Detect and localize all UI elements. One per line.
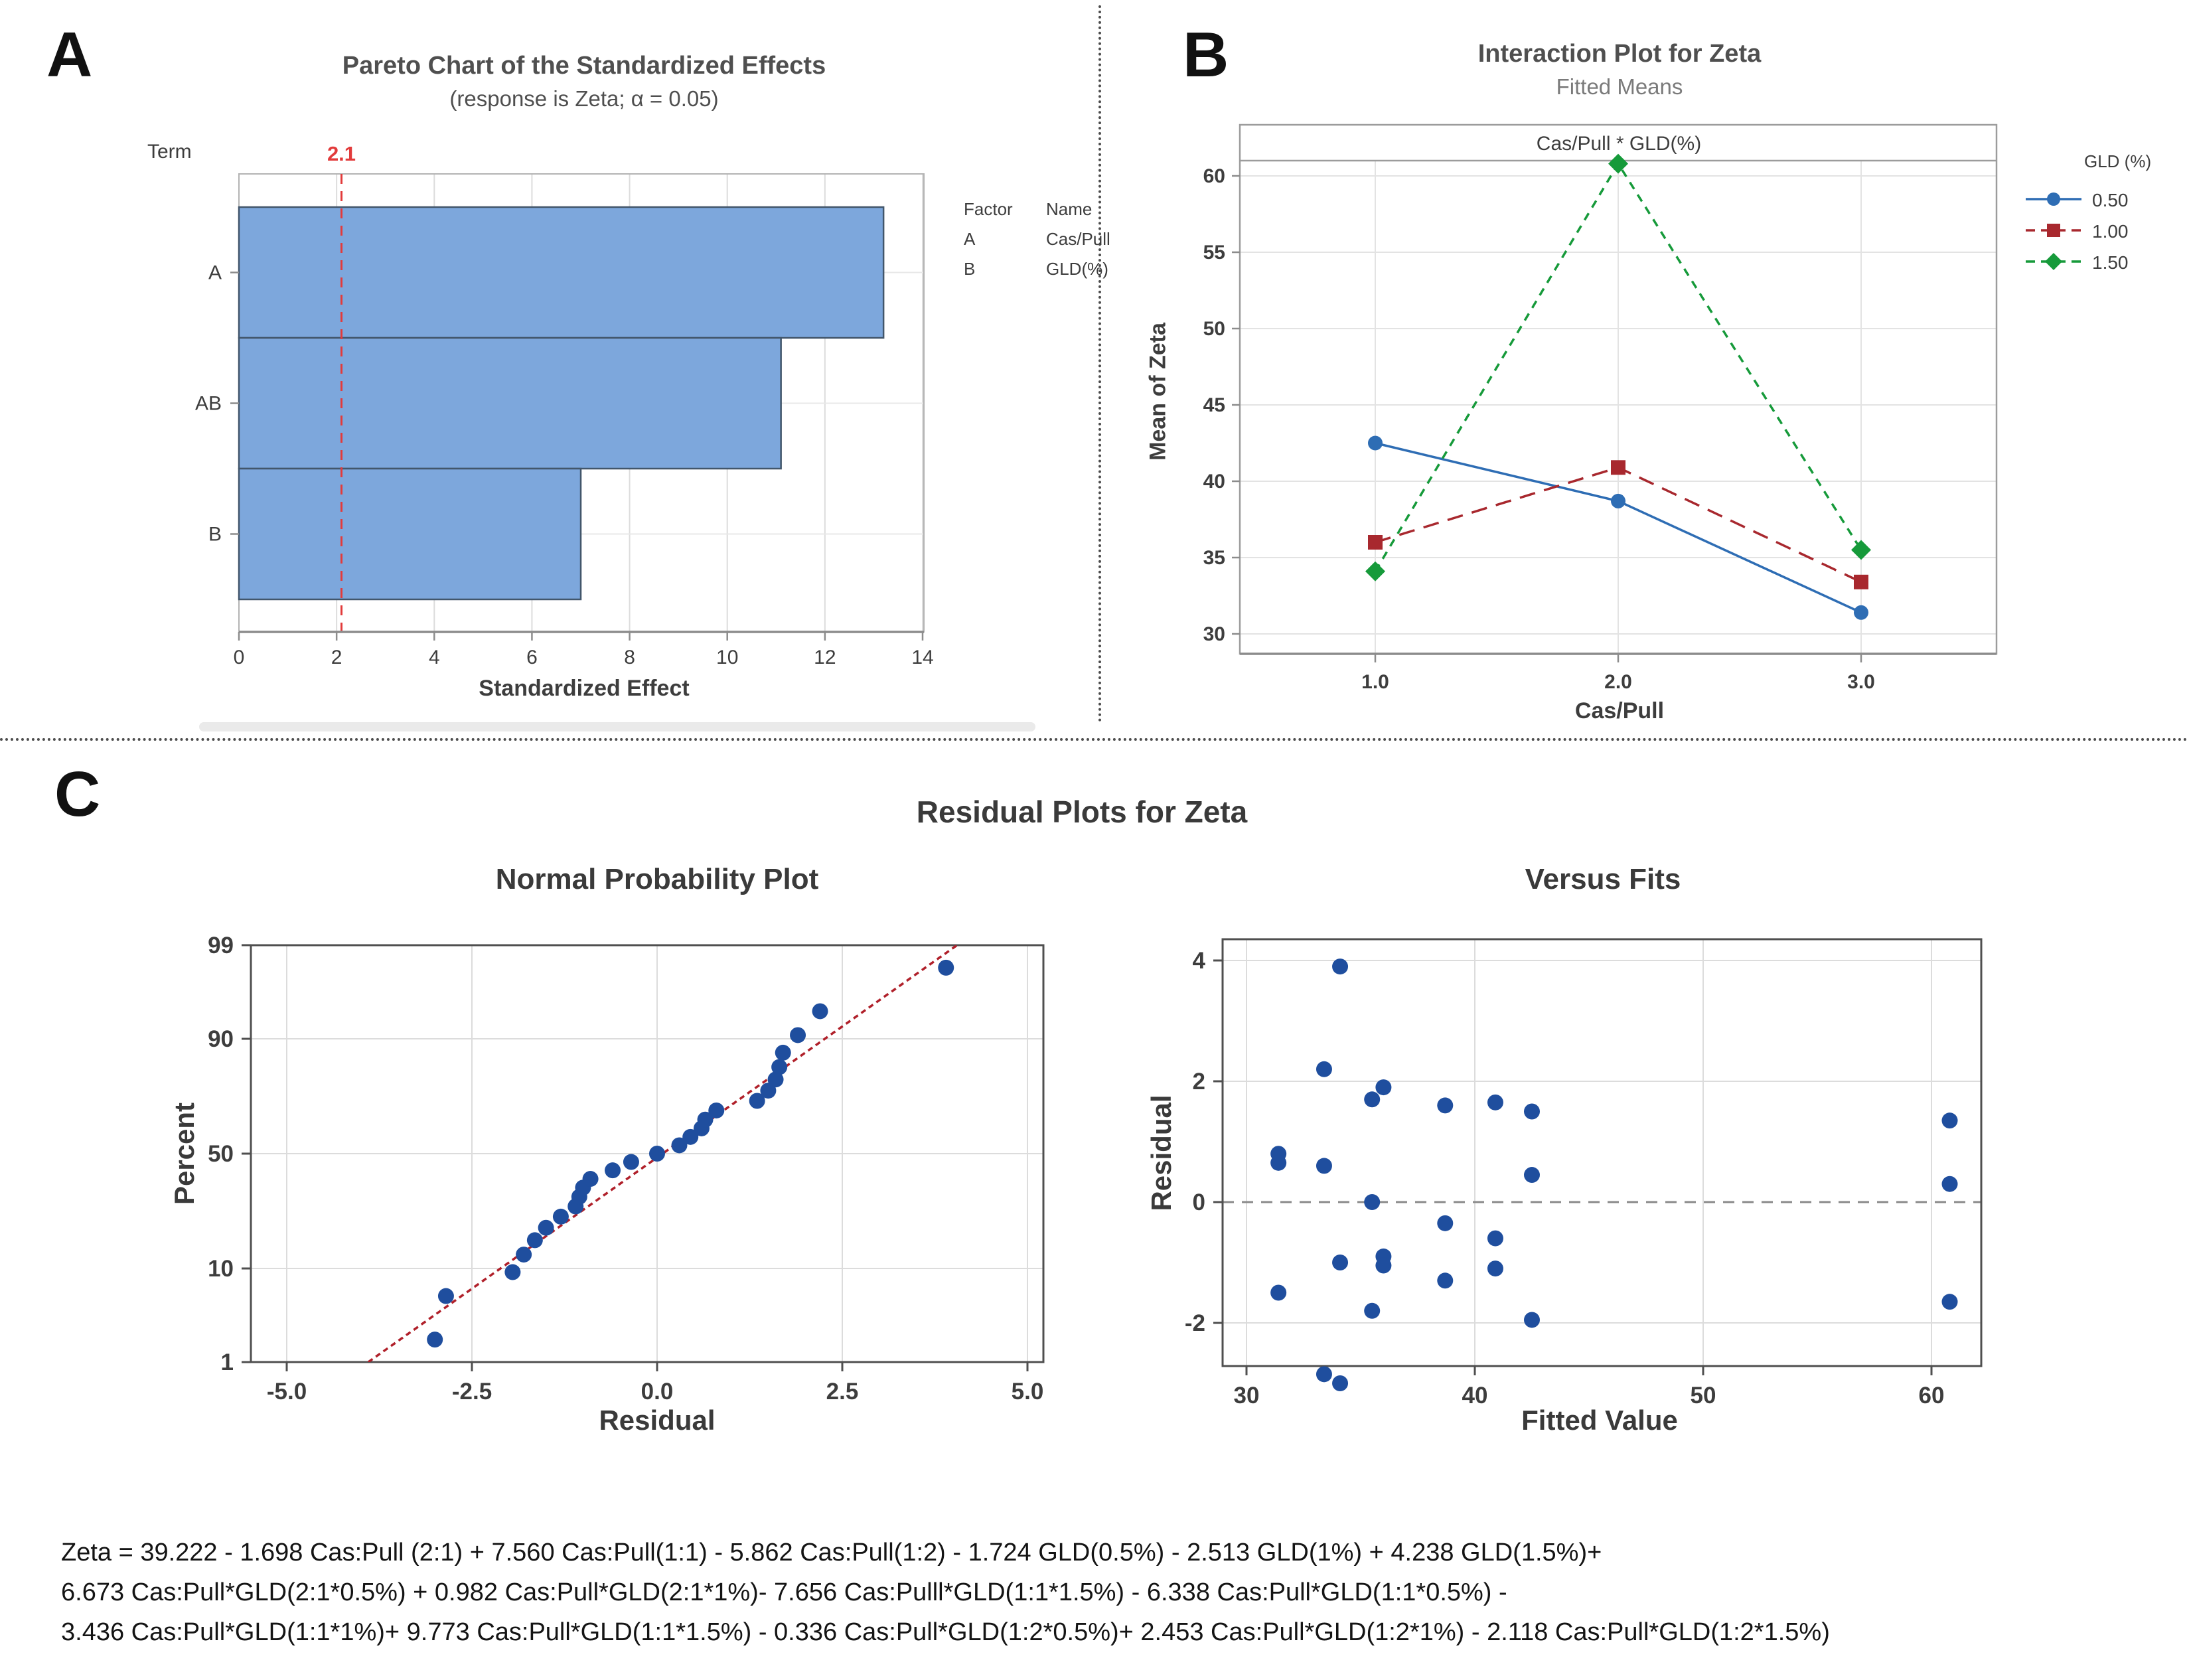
interaction-panel-header: Cas/Pull * GLD(%) bbox=[1536, 133, 1702, 155]
legend-header-name: Name bbox=[1046, 199, 1093, 219]
svg-text:50: 50 bbox=[1203, 318, 1225, 340]
vertical-dotted-divider bbox=[1098, 5, 1101, 722]
svg-text:40: 40 bbox=[1203, 471, 1225, 493]
versus-fits-chart bbox=[1185, 939, 1981, 1409]
interaction-x-axis-label: Cas/Pull bbox=[1574, 698, 1665, 724]
equation-line-3: 3.436 Cas:Pull*GLD(1:1*1%)+ 9.773 Cas:Pull*GLD(1:1*1.5%) - 0.336 Cas:Pull*GLD(1:2*0.5%)+ 2.453 Cas:Pull*GLD(1:2*1%) - 2.118 Cas:Pull*GLD(1:2*1.5%) bbox=[61, 1618, 1830, 1646]
svg-text:8: 8 bbox=[624, 647, 635, 668]
pareto-subtitle: (response is Zeta; α = 0.05) bbox=[449, 86, 719, 111]
svg-text:B: B bbox=[208, 523, 222, 546]
svg-text:10: 10 bbox=[208, 1256, 234, 1282]
svg-text:-2.5: -2.5 bbox=[451, 1379, 492, 1405]
svg-text:2.0: 2.0 bbox=[1604, 671, 1632, 693]
svg-text:30: 30 bbox=[1233, 1383, 1260, 1409]
legend-entry-gld-050: 0.50 bbox=[2092, 190, 2129, 210]
svg-text:40: 40 bbox=[1462, 1383, 1488, 1409]
residual-plots-title: Residual Plots for Zeta bbox=[916, 795, 1248, 829]
svg-text:35: 35 bbox=[1203, 547, 1225, 569]
svg-text:1.0: 1.0 bbox=[1361, 671, 1389, 693]
legend-factor-b: B bbox=[964, 259, 976, 279]
legend-header-factor: Factor bbox=[964, 199, 1013, 219]
regression-equation bbox=[61, 1539, 1830, 1647]
svg-text:60: 60 bbox=[1918, 1383, 1945, 1409]
svg-text:3.0: 3.0 bbox=[1847, 671, 1875, 693]
interaction-y-axis-label: Mean of Zeta bbox=[1145, 323, 1171, 461]
npp-y-axis-label: Percent bbox=[169, 1102, 200, 1205]
svg-text:50: 50 bbox=[208, 1141, 234, 1167]
svg-text:50: 50 bbox=[1690, 1383, 1716, 1409]
svg-text:0.0: 0.0 bbox=[641, 1379, 674, 1405]
svg-text:A: A bbox=[208, 262, 222, 284]
svg-text:5.0: 5.0 bbox=[1011, 1379, 1044, 1405]
svg-text:-2: -2 bbox=[1184, 1310, 1205, 1336]
svg-text:99: 99 bbox=[208, 932, 234, 958]
equation-line-2: 6.673 Cas:Pull*GLD(2:1*0.5%) + 0.982 Cas:Pull*GLD(2:1*1%)- 7.656 Cas:Pulll*GLD(1:1*1.5%) - 6.338 Cas:Pull*GLD(1:1*0.5%) - bbox=[61, 1578, 1507, 1606]
svg-text:4: 4 bbox=[428, 647, 440, 668]
svg-text:55: 55 bbox=[1203, 242, 1225, 264]
vf-y-axis-label: Residual bbox=[1146, 1095, 1177, 1211]
svg-text:1: 1 bbox=[220, 1349, 234, 1376]
window-edge-bar bbox=[199, 722, 1035, 731]
svg-text:6: 6 bbox=[526, 647, 538, 668]
legend-factor-a: A bbox=[964, 229, 976, 249]
interaction-legend-title: GLD (%) bbox=[2084, 151, 2152, 171]
versus-fits-title: Versus Fits bbox=[1525, 863, 1681, 895]
panel-a-label: A bbox=[46, 19, 93, 90]
legend-name-a: Cas/Pull bbox=[1046, 229, 1110, 249]
svg-text:0: 0 bbox=[1192, 1189, 1205, 1215]
svg-text:4: 4 bbox=[1192, 948, 1205, 974]
svg-text:2.1: 2.1 bbox=[327, 142, 356, 165]
normal-probability-title: Normal Probability Plot bbox=[495, 863, 819, 895]
panel-c-label: C bbox=[54, 759, 101, 830]
npp-x-axis-label: Residual bbox=[599, 1405, 716, 1436]
interaction-subtitle: Fitted Means bbox=[1556, 74, 1683, 99]
svg-text:2: 2 bbox=[1192, 1069, 1205, 1095]
vf-x-axis-label: Fitted Value bbox=[1521, 1405, 1678, 1436]
pareto-chart bbox=[195, 142, 934, 668]
legend-name-b: GLD(%) bbox=[1046, 259, 1108, 279]
svg-text:2: 2 bbox=[331, 647, 342, 668]
svg-text:14: 14 bbox=[911, 647, 934, 668]
pareto-term-label: Term bbox=[147, 141, 192, 163]
svg-text:AB: AB bbox=[194, 392, 222, 415]
legend-entry-gld-100: 1.00 bbox=[2092, 221, 2129, 242]
svg-text:30: 30 bbox=[1203, 623, 1225, 645]
horizontal-dotted-divider bbox=[0, 738, 2189, 741]
svg-text:-5.0: -5.0 bbox=[266, 1379, 307, 1405]
svg-text:90: 90 bbox=[208, 1026, 234, 1052]
panel-b-label: B bbox=[1183, 19, 1229, 90]
equation-line-1: Zeta = 39.222 - 1.698 Cas:Pull (2:1) + 7.560 Cas:Pull(1:1) - 5.862 Cas:Pull(1:2) - 1.724 GLD(0.5%) - 2.513 GLD(1%) + 4.238 GLD(1.5%)+ bbox=[61, 1539, 1602, 1566]
pareto-x-axis-label: Standardized Effect bbox=[479, 676, 690, 701]
pareto-factor-legend bbox=[964, 199, 1110, 279]
svg-text:60: 60 bbox=[1203, 165, 1225, 187]
svg-text:12: 12 bbox=[814, 647, 836, 668]
svg-text:2.5: 2.5 bbox=[826, 1379, 859, 1405]
normal-probability-chart bbox=[208, 933, 1043, 1405]
svg-text:10: 10 bbox=[716, 647, 739, 668]
pareto-title: Pareto Chart of the Standardized Effects bbox=[342, 52, 826, 80]
legend-entry-gld-150: 1.50 bbox=[2092, 252, 2129, 273]
interaction-title: Interaction Plot for Zeta bbox=[1477, 40, 1762, 68]
interaction-chart bbox=[1203, 125, 2081, 693]
svg-text:45: 45 bbox=[1203, 394, 1225, 416]
svg-text:0: 0 bbox=[233, 647, 245, 668]
